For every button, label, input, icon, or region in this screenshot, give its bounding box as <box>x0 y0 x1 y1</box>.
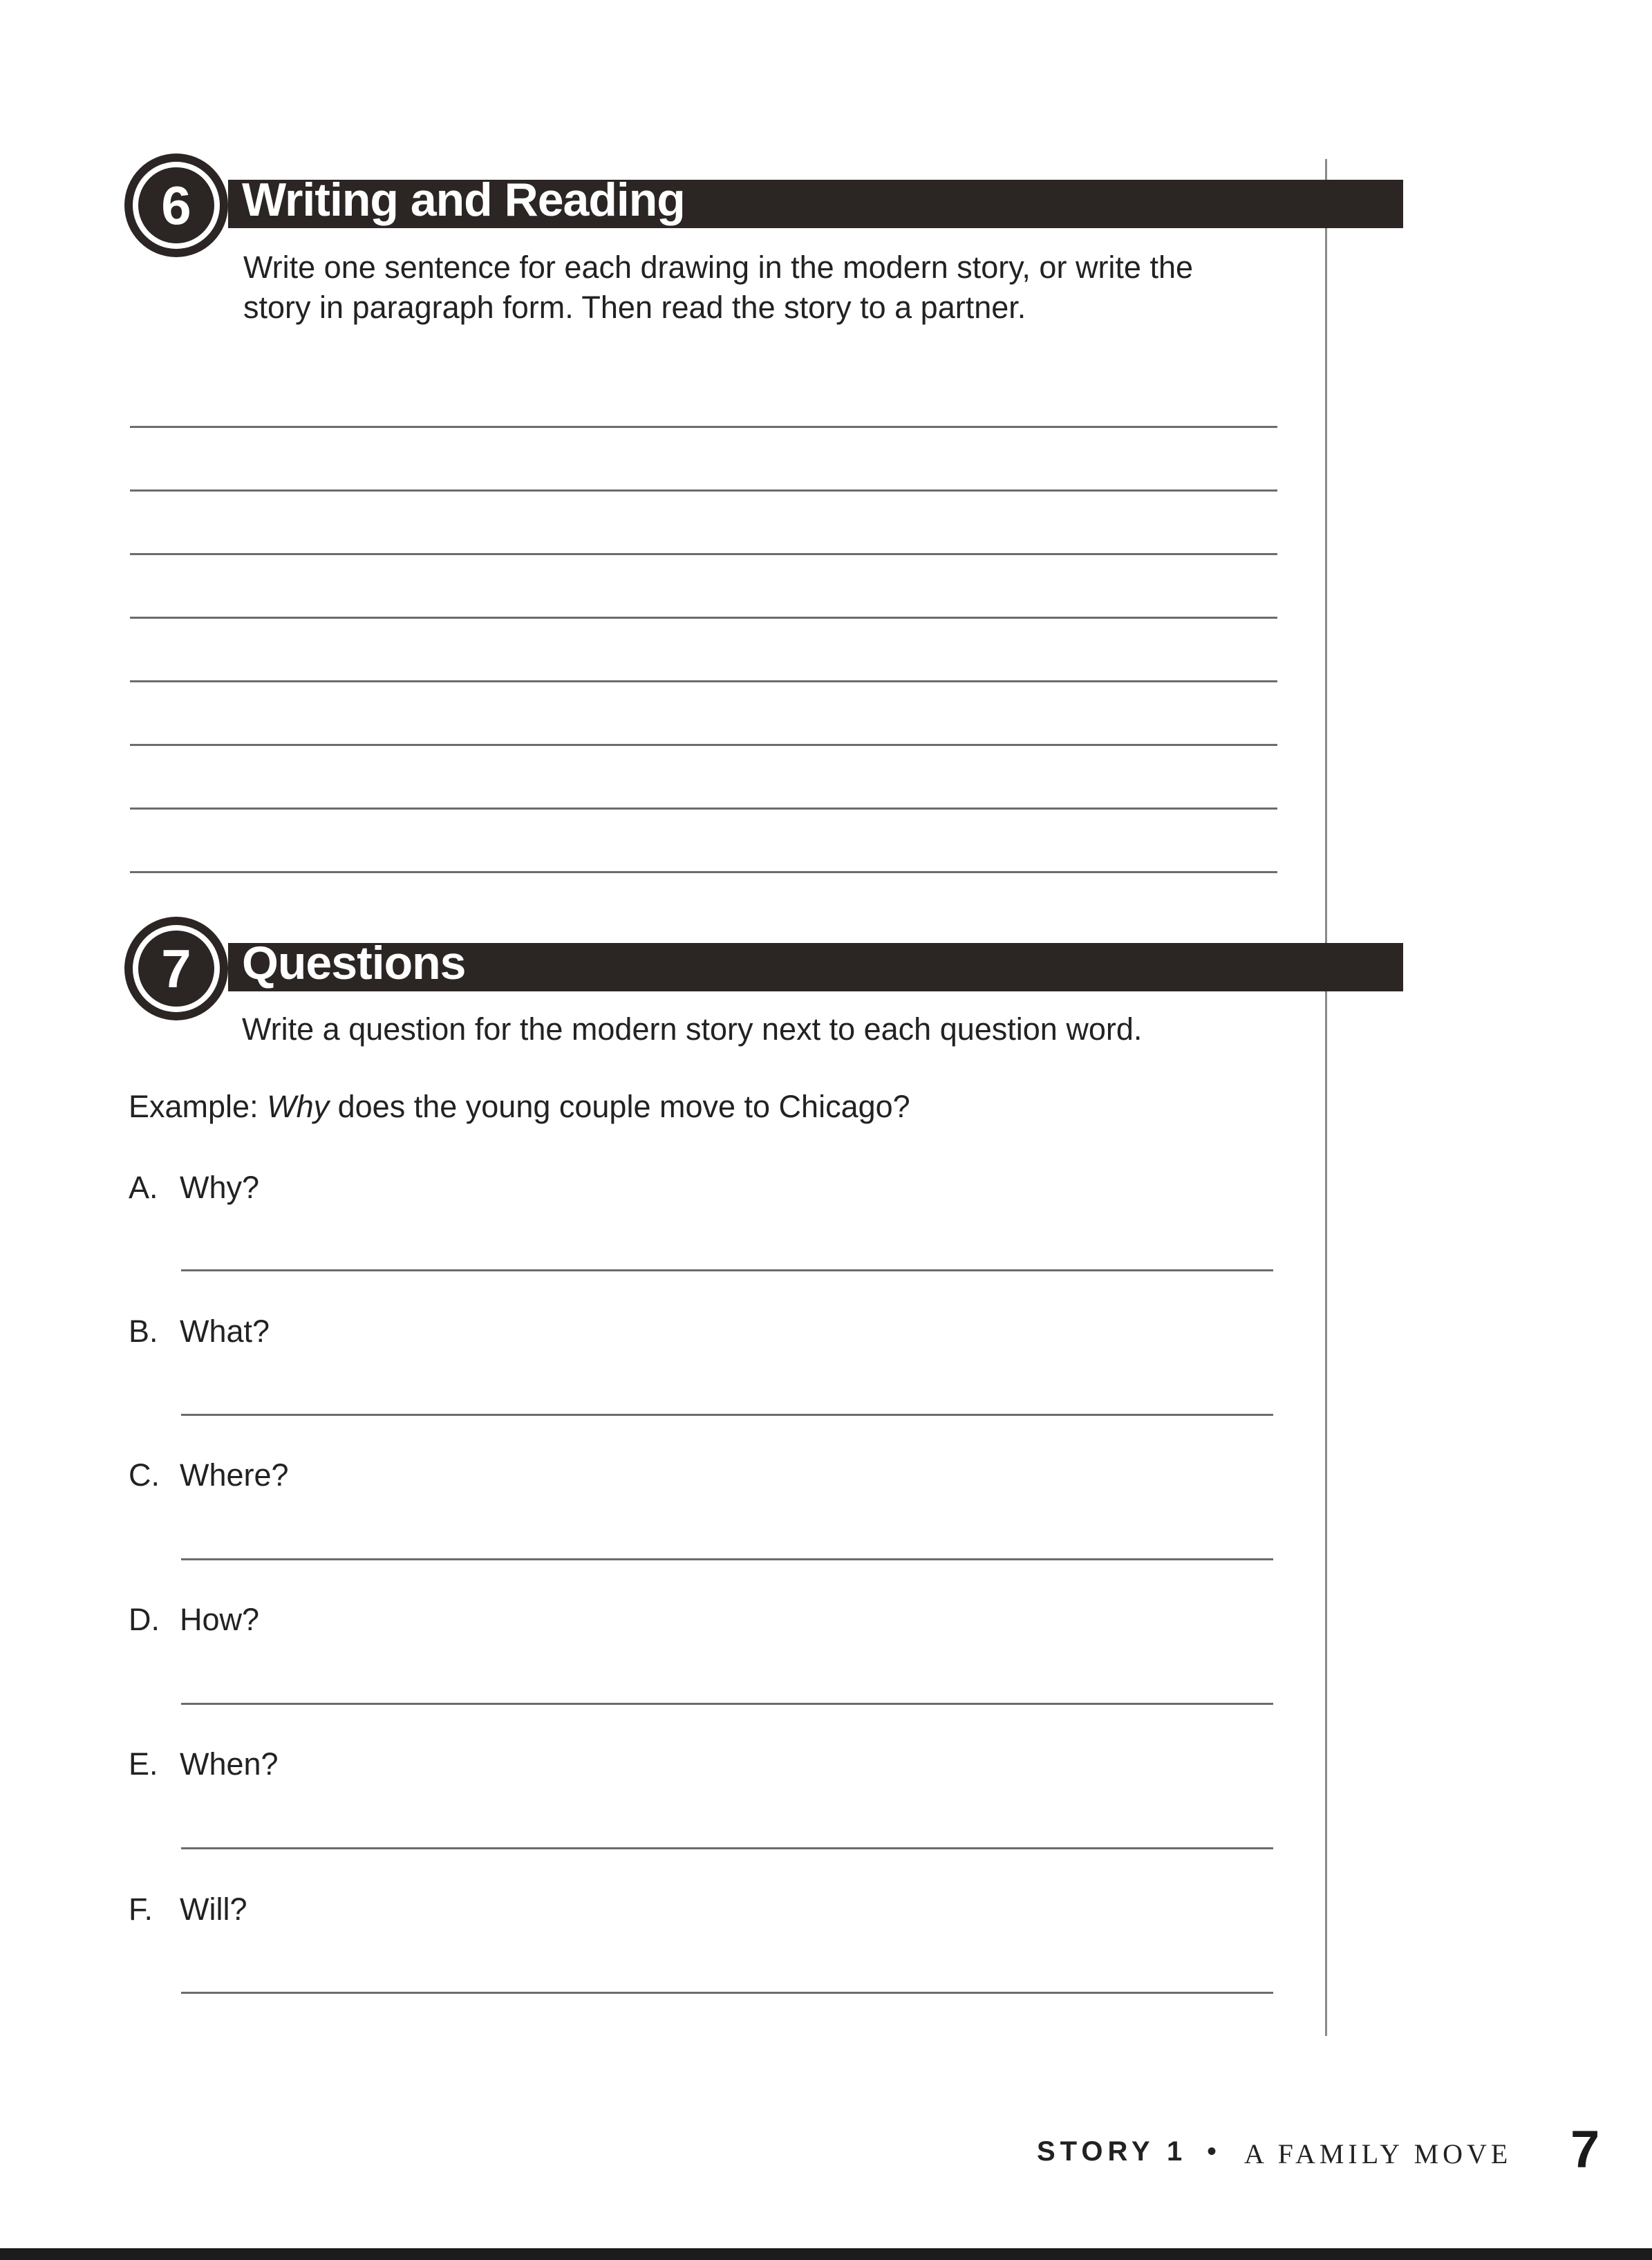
page-number: 7 <box>1570 2120 1600 2179</box>
question-item-a <box>129 1170 259 1211</box>
section-6-title: Writing and Reading <box>242 174 685 226</box>
section-6-number-badge <box>124 153 228 257</box>
question-letter: F. <box>129 1892 153 1927</box>
section-6-instructions <box>243 248 1294 328</box>
writing-line-3[interactable] <box>130 553 1277 555</box>
answer-line-c[interactable] <box>181 1558 1273 1560</box>
writing-line-8[interactable] <box>130 871 1277 873</box>
question-item-e <box>129 1746 279 1788</box>
answer-line-b[interactable] <box>181 1414 1273 1416</box>
question-letter: D. <box>129 1602 160 1637</box>
answer-line-f[interactable] <box>181 1992 1273 1994</box>
question-letter: B. <box>129 1314 158 1349</box>
example-question <box>129 1089 910 1125</box>
question-item-d <box>129 1602 259 1643</box>
footer-separator: • <box>1207 2136 1217 2167</box>
footer-story-title: A FAMILY MOVE <box>1244 2138 1512 2169</box>
question-letter: C. <box>129 1457 160 1493</box>
example-label: Example: <box>129 1089 259 1124</box>
answer-line-a[interactable] <box>181 1269 1273 1271</box>
writing-line-5[interactable] <box>130 680 1277 682</box>
section-6-instruction-line-1: Write one sentence for each drawing in the modern story, or write the <box>243 250 1194 285</box>
section-7-number-badge <box>124 917 228 1020</box>
footer-story-label: STORY 1 <box>1037 2136 1188 2167</box>
scan-bottom-edge <box>0 2248 1652 2260</box>
question-item-b <box>129 1314 270 1355</box>
writing-line-6[interactable] <box>130 744 1277 746</box>
question-letter: A. <box>129 1170 158 1205</box>
answer-line-e[interactable] <box>181 1847 1273 1849</box>
question-word: How? <box>180 1602 260 1637</box>
writing-line-4[interactable] <box>130 617 1277 619</box>
section-6-instruction-line-2: story in paragraph form. Then read the story to a partner. <box>243 290 1026 325</box>
question-word: When? <box>180 1746 279 1782</box>
section-6-number: 6 <box>138 167 214 243</box>
example-text: does the young couple move to Chicago? <box>337 1089 910 1124</box>
question-item-c <box>129 1457 289 1499</box>
section-7-title: Questions <box>242 937 466 989</box>
question-item-f <box>129 1892 247 1933</box>
writing-line-2[interactable] <box>130 489 1277 492</box>
writing-line-7[interactable] <box>130 807 1277 810</box>
right-margin-rule <box>1325 159 1327 2036</box>
question-word: Will? <box>180 1892 247 1927</box>
question-word: What? <box>180 1314 270 1349</box>
section-7-number: 7 <box>138 931 214 1007</box>
example-word: Why <box>267 1089 330 1124</box>
question-word: Why? <box>180 1170 260 1205</box>
answer-line-d[interactable] <box>181 1703 1273 1705</box>
question-letter: E. <box>129 1746 158 1782</box>
section-7-instructions: Write a question for the modern story next to each question word. <box>242 1011 1143 1047</box>
question-word: Where? <box>180 1457 289 1493</box>
writing-line-1[interactable] <box>130 426 1277 428</box>
